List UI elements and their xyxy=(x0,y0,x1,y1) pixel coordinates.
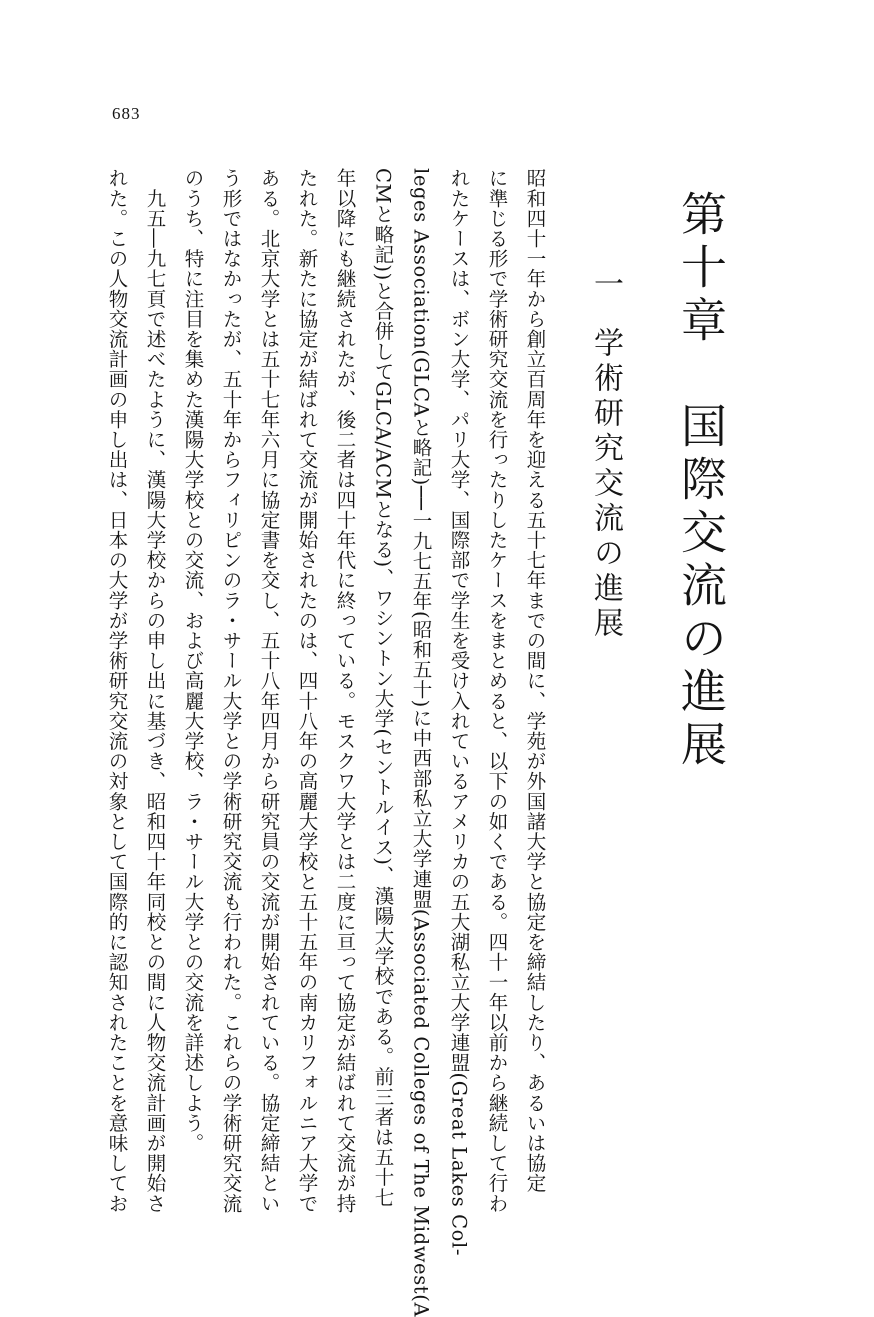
section-heading xyxy=(588,268,623,642)
body-line: れた。この人物交流計画の申し出は、日本の大学が学術研究交流の対象として国際的に認知されたことを意味してお xyxy=(105,168,129,1214)
body-line: 昭和四十一年から創立百周年を迎える五十七年までの間に、学苑が外国諸大学と協定を締結したり、あるいは協定 xyxy=(523,168,547,1194)
body-line: 九五―九七頁で述べたように、漢陽大学校からの申し出に基づき、昭和四十年同校との間に人物交流計画が開始さ xyxy=(143,168,167,1214)
body-line: 年以降にも継続されたが、後二者は四十年代に終っている。モスクワ大学とは二度に亘って協定が結ばれて交流が持 xyxy=(333,168,357,1214)
body-line: CMと略記))と合併してGLCA/ACMとなる)、ワシントン大学(セントルイス)、漢陽大学校である。前三者は五十七 xyxy=(371,168,395,1208)
body-line: leges Association(GLCAと略記)──一九七五年(昭和五十)に中西部私立大学連盟(Associated Colleges of The Midwest(A xyxy=(409,168,433,1317)
body-line: う形ではなかったが、五十年からフィリピンのラ・サール大学との学術研究交流も行われた。これらの学術研究交流 xyxy=(219,168,243,1214)
body-line: たれた。新たに協定が結ばれて交流が開始されたのは、四十八年の高麗大学校と五十五年の南カリフォルニア大学で xyxy=(295,168,319,1214)
body-line: れたケースは、ボン大学、パリ大学、国際部で学生を受け入れているアメリカの五大湖私立大学連盟(Great Lakes Col- xyxy=(447,168,471,1257)
body-line: ある。北京大学とは五十七年六月に協定書を交し、五十八年四月から研究員の交流が開始されている。協定締結とい xyxy=(257,168,281,1214)
section-number: 一 xyxy=(588,268,623,303)
page-number: 683 xyxy=(112,104,141,123)
body-line: のうち、特に注目を集めた漢陽大学校との交流、および高麗大学校、ラ・サール大学との交流を詳述しよう。 xyxy=(181,168,205,1153)
chapter-title: 第十章 国際交流の進展 xyxy=(674,190,728,773)
body-line: に準じる形で学術研究交流を行ったりしたケースをまとめると、以下の如くである。四十一年以前から継続して行わ xyxy=(485,168,509,1214)
section-title: 学術研究交流の進展 xyxy=(588,327,623,642)
